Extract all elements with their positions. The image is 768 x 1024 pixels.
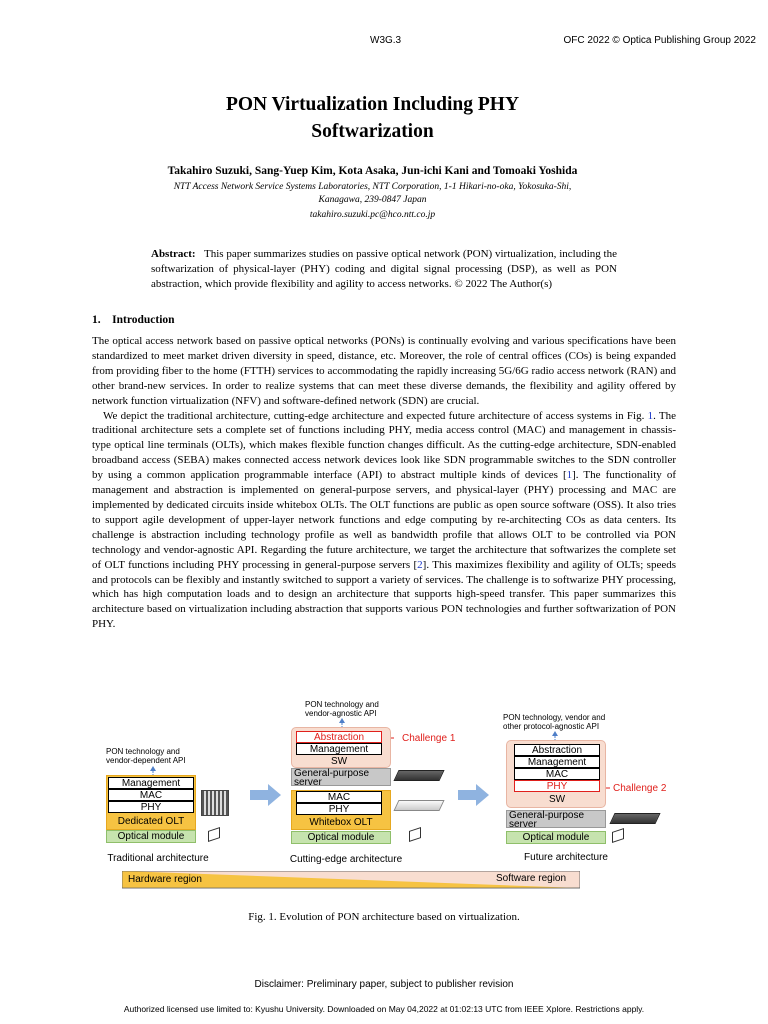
future-caption: Future architecture bbox=[524, 852, 608, 863]
future-abstraction: Abstraction bbox=[514, 744, 600, 756]
cutting-abstraction: Abstraction bbox=[296, 731, 382, 743]
cutting-management: Management bbox=[296, 743, 382, 755]
future-phy: PHY bbox=[514, 780, 600, 792]
paper-title bbox=[0, 91, 745, 145]
affiliation bbox=[0, 181, 745, 222]
abstract-label: Abstract: bbox=[151, 248, 196, 260]
traditional-optical-module: Optical module bbox=[106, 830, 196, 843]
traditional-mac: MAC bbox=[108, 789, 194, 801]
affiliation-line-2: Kanagawa, 239-0847 Japan bbox=[318, 195, 427, 205]
future-mac: MAC bbox=[514, 768, 600, 780]
conference-label: OFC 2022 © Optica Publishing Group 2022 bbox=[563, 35, 756, 46]
future-optical-module: Optical module bbox=[506, 831, 606, 844]
paragraph-2 bbox=[92, 409, 676, 633]
abstract bbox=[151, 247, 617, 292]
whitebox-olt-icon bbox=[393, 800, 444, 811]
traditional-phy: PHY bbox=[108, 801, 194, 813]
cutting-mac: MAC bbox=[296, 791, 382, 803]
section-title: Introduction bbox=[112, 314, 175, 326]
affiliation-line-1: NTT Access Network Service Systems Laboratories, NTT Corporation, 1-1 Hikari-no-oka, Yokosuka-Shi, bbox=[173, 182, 572, 192]
body-text bbox=[92, 334, 676, 632]
paragraph-2-part-a: We depict the traditional architecture, cutting-edge architecture and expected future architecture of access systems in Fig. bbox=[103, 409, 648, 422]
author-email: takahiro.suzuki.pc@hco.ntt.co.jp bbox=[309, 210, 436, 220]
license-footer: Authorized licensed use limited to: Kyushu University. Downloaded on May 04,2022 at 01:02:13 UTC from IEEE Xplore. Restrictions apply. bbox=[123, 1004, 645, 1014]
traditional-management: Management bbox=[108, 777, 194, 789]
section-heading bbox=[92, 314, 175, 326]
future-api-label: PON technology, vendor and other protocol-agnostic API bbox=[503, 713, 606, 731]
cutting-optical-module: Optical module bbox=[291, 831, 391, 844]
paragraph-2-part-c: ]. The functionality of management and abstraction is implemented on general-purpose servers, and physical-layer (PHY) processing and MAC are implemented by dedicated circuits inside whitebox OLTs. The OLT functions are public as open source software (OSS). It also tries to support agile development of upper-layer network functions and edge computing by re-architecting COs as data centers. Its challenge is abstraction including technology profile as well as bandwidth profile that allows OLT to be controlled via PON technology and vendor-agnostic API. Regarding the future architecture, we target the architecture that softwarizes the complete set of OLT functions including PHY processing in general-purpose servers [ bbox=[92, 469, 677, 571]
cutting-sw-label: SW bbox=[330, 756, 348, 767]
cutting-api-label: PON technology and vendor-agnostic API bbox=[305, 700, 379, 718]
traditional-api-label: PON technology and vendor-dependent API bbox=[106, 747, 186, 765]
software-region-label: Software region bbox=[496, 873, 567, 884]
future-server: General-purpose server bbox=[506, 810, 606, 828]
challenge-2-label: Challenge 2 bbox=[613, 783, 667, 794]
future-sw-label: SW bbox=[548, 794, 566, 805]
evolution-arrow-1 bbox=[250, 784, 282, 806]
dedicated-olt-label: Dedicated OLT bbox=[117, 816, 185, 827]
paper-code: W3G.3 bbox=[370, 35, 402, 46]
figure-1 bbox=[96, 696, 686, 896]
author-list: Takahiro Suzuki, Sang-Yuep Kim, Kota Asaka, Jun-ichi Kani and Tomoaki Yoshida bbox=[167, 165, 578, 177]
chassis-olt-icon bbox=[201, 790, 229, 816]
figure-caption: Fig. 1. Evolution of PON architecture based on virtualization. bbox=[248, 911, 520, 923]
traditional-caption: Traditional architecture bbox=[107, 853, 209, 864]
paragraph-1: The optical access network based on passive optical networks (PONs) is continually evolving and various specifications have been standardized to meet market driven diversity in speed, distance, etc. Moreover, the role of central offices (COs) is being expanded from providing fiber to the home (FTTH) services to accommodating the rapidly increasing 5G/6G radio access network (RAN) and other brand-new services. In order to realize systems that can meet these diverse demands, the flexibility and agility offered by network function virtualization (NFV) and software-defined network (SDN) are crucial. bbox=[92, 335, 676, 407]
cutting-caption: Cutting-edge architecture bbox=[289, 854, 403, 865]
figure-1-link[interactable]: 1 bbox=[647, 409, 654, 422]
cutting-server-icon bbox=[393, 770, 444, 781]
disclaimer: Disclaimer: Preliminary paper, subject to publisher revision bbox=[254, 979, 514, 990]
whitebox-olt-label: Whitebox OLT bbox=[309, 817, 373, 828]
future-server-icon bbox=[609, 813, 660, 824]
evolution-arrow-2 bbox=[458, 784, 490, 806]
cutting-server: General-purpose server bbox=[291, 768, 391, 786]
cutting-phy: PHY bbox=[296, 803, 382, 815]
reference-1-link[interactable]: 1 bbox=[566, 469, 573, 482]
section-number: 1. bbox=[92, 314, 101, 326]
paragraph-2-part-d: ]. This maximizes flexibility and agility of OLTs; speeds and protocols can be flexibly and instantly switched to support a variety of services. The challenge is to softwarize PHY processing, which has high computation loads and to design an architecture that supports high-speed transfer. This paper summarizes this architecture based on virtualization including abstraction that supports various PON technologies and further softwarization of PON PHY. bbox=[92, 558, 676, 631]
paragraph-2-part-b: . The traditional architecture sets a complete set of functions including PHY, media access control (MAC) and management in chassis-type optical line terminals (OLTs), which makes flexible function changes difficult. As the cutting-edge architecture, SDN-enabled broadband access (SEBA) makes connected access network devices look like SDN programmable switches to the SDN controller by using a common application programmable interface (API) to abstract multiple kinds of devices [ bbox=[92, 409, 676, 482]
abstract-text: This paper summarizes studies on passive optical network (PON) virtualization, including the softwarization of physical-layer (PHY) coding and digital signal processing (DSP), as well as PON abstraction, which provide flexibility and agility to access networks. © 2022 The Author(s) bbox=[151, 248, 617, 290]
future-management: Management bbox=[514, 756, 600, 768]
paper-title-text: PON Virtualization Including PHY Softwarization bbox=[225, 94, 520, 142]
hardware-region-label: Hardware region bbox=[128, 874, 202, 885]
reference-2-link[interactable]: 2 bbox=[417, 558, 423, 571]
challenge-1-label: Challenge 1 bbox=[402, 733, 456, 744]
